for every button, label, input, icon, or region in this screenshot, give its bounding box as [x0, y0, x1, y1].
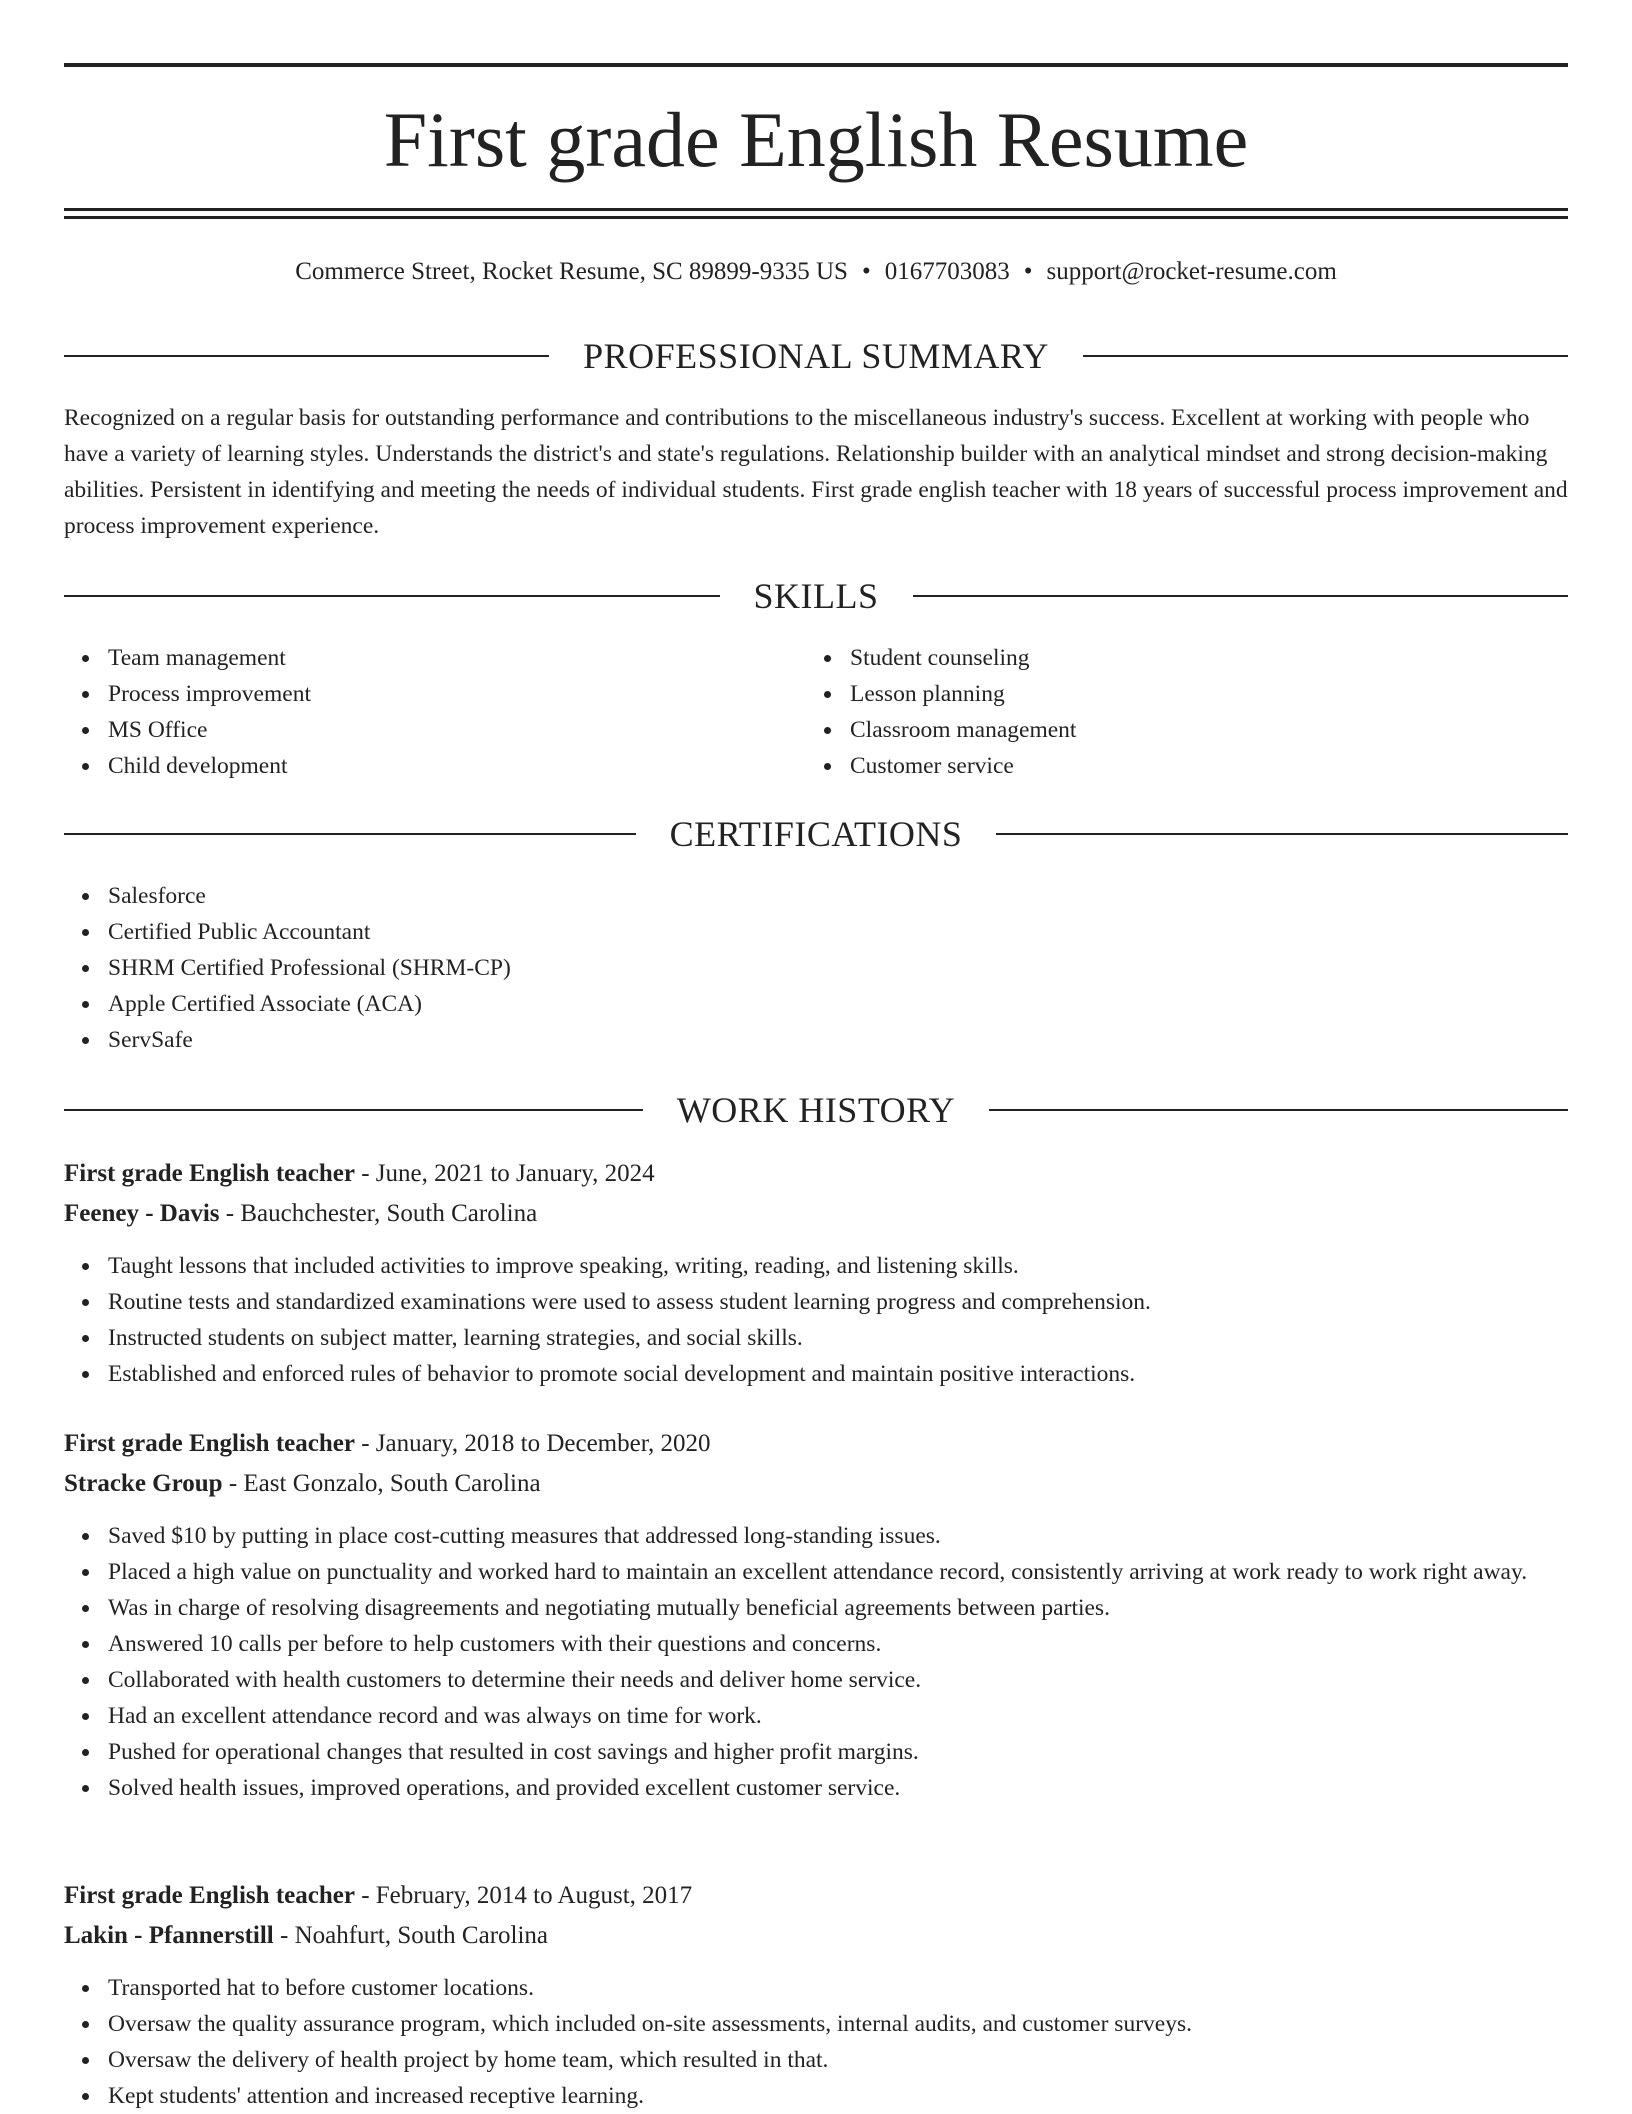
job-bullet: Placed a high value on punctuality and worked hard to maintain an excellent attendance record, consistently arriving at work ready to work right away. — [64, 1554, 1568, 1590]
job-bullet: Oversaw the quality assurance program, which included on-site assessments, internal audits, and customer surveys. — [64, 2006, 1568, 2042]
certification-item: ServSafe — [64, 1022, 1568, 1058]
divider — [913, 595, 1569, 597]
skill-item: Lesson planning — [806, 676, 1506, 712]
section-title: CERTIFICATIONS — [669, 814, 963, 854]
job-title: First grade English teacher — [64, 1430, 355, 1457]
job-bullet: Saved $10 by putting in place cost-cutting measures that addressed long-standing issues. — [64, 1518, 1568, 1554]
certification-item: Apple Certified Associate (ACA) — [64, 986, 1568, 1022]
job-company: Lakin - Pfannerstill — [64, 1922, 274, 1949]
job-company: Stracke Group — [64, 1470, 223, 1497]
job-company-line — [64, 1465, 1568, 1503]
top-rule — [64, 63, 1568, 67]
divider — [996, 833, 1568, 835]
job-bullet: Solved health issues, improved operations, and provided excellent customer service. — [64, 1770, 1568, 1806]
skills-heading — [64, 574, 1568, 618]
certification-item: Salesforce — [64, 878, 1568, 914]
work-history-heading — [64, 1088, 1568, 1132]
resume-title: First grade English Resume — [383, 96, 1249, 183]
divider — [64, 833, 636, 835]
skill-item: Team management — [64, 640, 764, 676]
skill-item: Process improvement — [64, 676, 764, 712]
job-title-line — [64, 1425, 1568, 1463]
job-bullets — [64, 1518, 1568, 1806]
job-entry — [64, 1155, 1568, 1233]
contact-separator: • — [1023, 258, 1033, 285]
summary-text: Recognized on a regular basis for outstanding performance and contributions to the miscellaneous industry's success. Excellent at working with people who have a variety of learning styles. Understands the district's and state's regulations. Relationship builder with an analytical mindset and strong decision-making abilities. Persistent in identifying and meeting the needs of individual students. First grade english teacher with 18 years of successful process improvement and process improvement experience. — [64, 405, 1568, 539]
job-bullet: Taught lessons that included activities to improve speaking, writing, reading, and listening skills. — [64, 1248, 1568, 1284]
divider — [64, 595, 720, 597]
job-title: First grade English teacher — [64, 1882, 355, 1909]
job-bullet: Routine tests and standardized examinations were used to assess student learning progress and comprehension. — [64, 1284, 1568, 1320]
job-bullet: Kept students' attention and increased receptive learning. — [64, 2078, 1568, 2114]
skills-list-right — [806, 640, 1506, 784]
section-title: SKILLS — [753, 576, 879, 616]
certifications-list — [64, 878, 1568, 1058]
contact-separator: • — [861, 258, 871, 285]
certification-item: SHRM Certified Professional (SHRM-CP) — [64, 950, 1568, 986]
job-bullet: Answered 10 calls per before to help customers with their questions and concerns. — [64, 1626, 1568, 1662]
certifications-heading — [64, 812, 1568, 856]
job-location: - East Gonzalo, South Carolina — [222, 1470, 541, 1497]
job-company-line — [64, 1195, 1568, 1233]
job-location: - Bauchchester, South Carolina — [219, 1200, 538, 1227]
skills-list-left — [64, 640, 764, 784]
skill-item: Customer service — [806, 748, 1506, 784]
contact-phone: 0167703083 — [884, 258, 1010, 285]
job-bullet: Established and enforced rules of behavior to promote social development and maintain positive interactions. — [64, 1356, 1568, 1392]
job-title-line — [64, 1155, 1568, 1193]
contact-line — [64, 254, 1568, 290]
job-bullet: Pushed for operational changes that resulted in cost savings and higher profit margins. — [64, 1734, 1568, 1770]
job-company: Feeney - Davis — [64, 1200, 220, 1227]
job-bullet: Had an excellent attendance record and was always on time for work. — [64, 1698, 1568, 1734]
job-location: - Noahfurt, South Carolina — [273, 1922, 549, 1949]
job-dates: - January, 2018 to December, 2020 — [354, 1430, 711, 1457]
job-title: First grade English teacher — [64, 1160, 355, 1187]
skill-item: MS Office — [64, 712, 764, 748]
job-bullet: Transported hat to before customer locations. — [64, 1970, 1568, 2006]
job-company-line — [64, 1917, 1568, 1955]
section-title: PROFESSIONAL SUMMARY — [583, 336, 1049, 376]
section-title: WORK HISTORY — [676, 1090, 956, 1130]
divider — [64, 355, 549, 357]
divider — [64, 1109, 643, 1111]
job-bullet: Instructed students on subject matter, learning strategies, and social skills. — [64, 1320, 1568, 1356]
job-dates: - February, 2014 to August, 2017 — [354, 1882, 693, 1909]
job-entry — [64, 1877, 1568, 1955]
contact-email: support@rocket-resume.com — [1046, 258, 1337, 285]
job-dates: - June, 2021 to January, 2024 — [354, 1160, 655, 1187]
job-bullet: Oversaw the delivery of health project by home team, which resulted in that. — [64, 2042, 1568, 2078]
title-rule-upper — [64, 208, 1568, 211]
job-bullet: Was in charge of resolving disagreements and negotiating mutually beneficial agreements between parties. — [64, 1590, 1568, 1626]
job-bullets — [64, 1970, 1568, 2114]
job-bullet: Collaborated with health customers to determine their needs and deliver home service. — [64, 1662, 1568, 1698]
job-bullets — [64, 1248, 1568, 1392]
divider — [989, 1109, 1568, 1111]
divider — [1083, 355, 1568, 357]
job-title-line — [64, 1877, 1568, 1915]
certification-item: Certified Public Accountant — [64, 914, 1568, 950]
title-rule-lower — [64, 216, 1568, 219]
skill-item: Classroom management — [806, 712, 1506, 748]
job-entry — [64, 1425, 1568, 1503]
summary-heading — [64, 334, 1568, 378]
contact-address: Commerce Street, Rocket Resume, SC 89899-9335 US — [295, 258, 848, 285]
skill-item: Child development — [64, 748, 764, 784]
skill-item: Student counseling — [806, 640, 1506, 676]
